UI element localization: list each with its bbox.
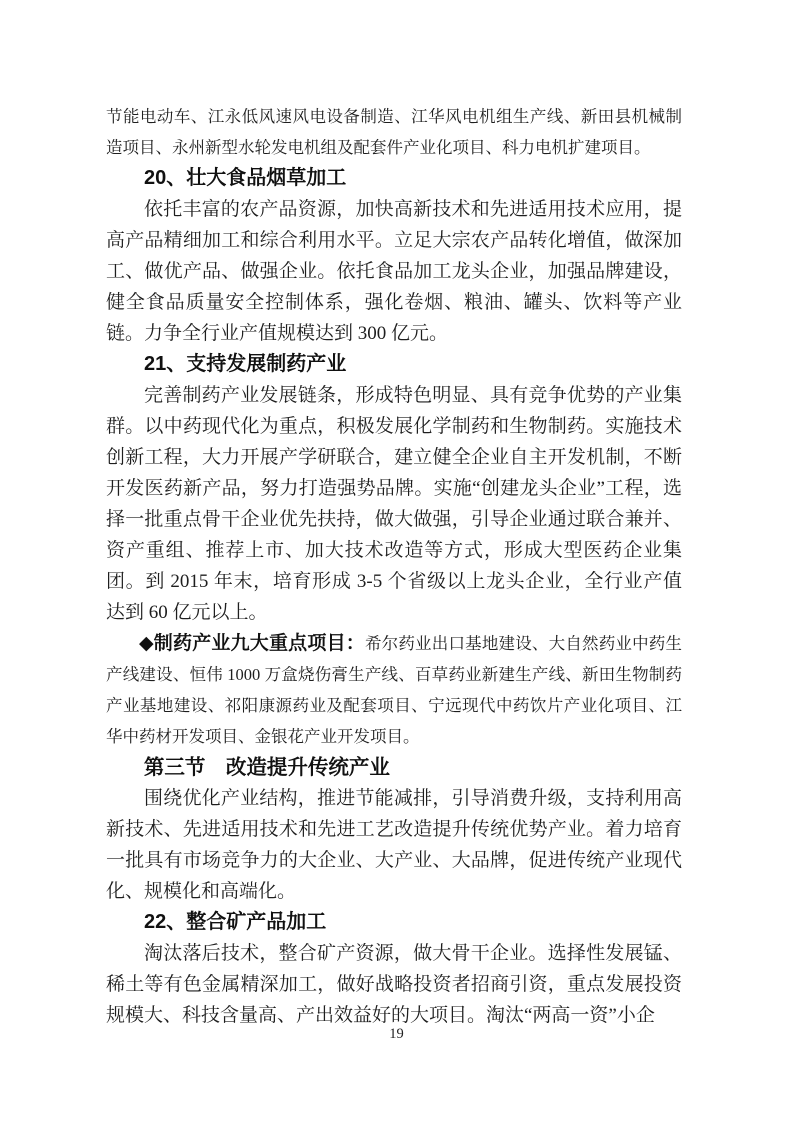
heading-item-21-pharma: 21、支持发展制药产业 — [144, 353, 347, 375]
heading-item-20-food-tobacco: 20、壮大食品烟草加工 — [144, 167, 347, 189]
heading-item-22-mineral-processing: 22、整合矿产品加工 — [144, 911, 327, 933]
page-number: 19 — [389, 1026, 404, 1042]
pharma-key-projects-paragraph — [106, 628, 682, 752]
paragraph-food-tobacco: 依托丰富的农产品资源，加快高新技术和先进适用技术应用，提高产品精细加工和综合利用水平。立足大宗农产品转化增值，做深加工、做优产品、做强企业。依托食品加工龙头企业，加强品牌建设，健全食品质量安全控制体系，强化卷烟、粮油、罐头、饮料等产业链。力争全行业产值规模达到 300 亿元。 — [106, 199, 682, 344]
pharma-key-projects-lead: ◆制药产业九大重点项目： — [139, 633, 365, 654]
section-heading-3-upgrade-traditional-industry: 第三节 改造提升传统产业 — [143, 756, 390, 779]
project-list-continuation-paragraph: 节能电动车、江永低风速风电设备制造、江华风电机组生产线、新田县机械制造项目、永州新型水轮发电机组及配套件产业化项目、科力电机扩建项目。 — [106, 107, 682, 157]
paragraph-mineral-processing: 淘汰落后技术，整合矿产资源，做大骨干企业。选择性发展锰、稀土等有色金属精深加工，做好战略投资者招商引资，重点发展投资规模大、科技含量高、产出效益好的大项目。淘汰“两高一资”小企 — [106, 943, 682, 1026]
pharma-key-projects-list: 希尔药业出口基地建设、大自然药业中药生产线建设、恒伟 1000 万盒烧伤膏生产线、百草药业新建生产线、新田生物制药产业基地建设、祁阳康源药业及配套项目、宁远现代中药饮片产业化项目、江华中药材开发项目、金银花产业开发项目。 — [106, 634, 682, 746]
document-body — [106, 101, 682, 1031]
paragraph-traditional-industry: 围绕优化产业结构，推进节能减排，引导消费升级，支持利用高新技术、先进适用技术和先进工艺改造提升传统优势产业。着力培育一批具有市场竞争力的大企业、大产业、大品牌，促进传统产业现代化、规模化和高端化。 — [106, 788, 682, 902]
paragraph-pharma: 完善制药产业发展链条，形成特色明显、具有竞争优势的产业集群。以中药现代化为重点，积极发展化学制药和生物制药。实施技术创新工程，大力开展产学研联合，建立健全企业自主开发机制，不断开发医药新产品，努力打造强势品牌。实施“创建龙头企业”工程，选择一批重点骨干企业优先扶持，做大做强，引导企业通过联合兼并、资产重组、推荐上市、加大技术改造等方式，形成大型医药企业集团。到 2015 年末，培育形成 3-5 个省级以上龙头企业，全行业产值达到 60 亿元以上。 — [106, 385, 682, 623]
